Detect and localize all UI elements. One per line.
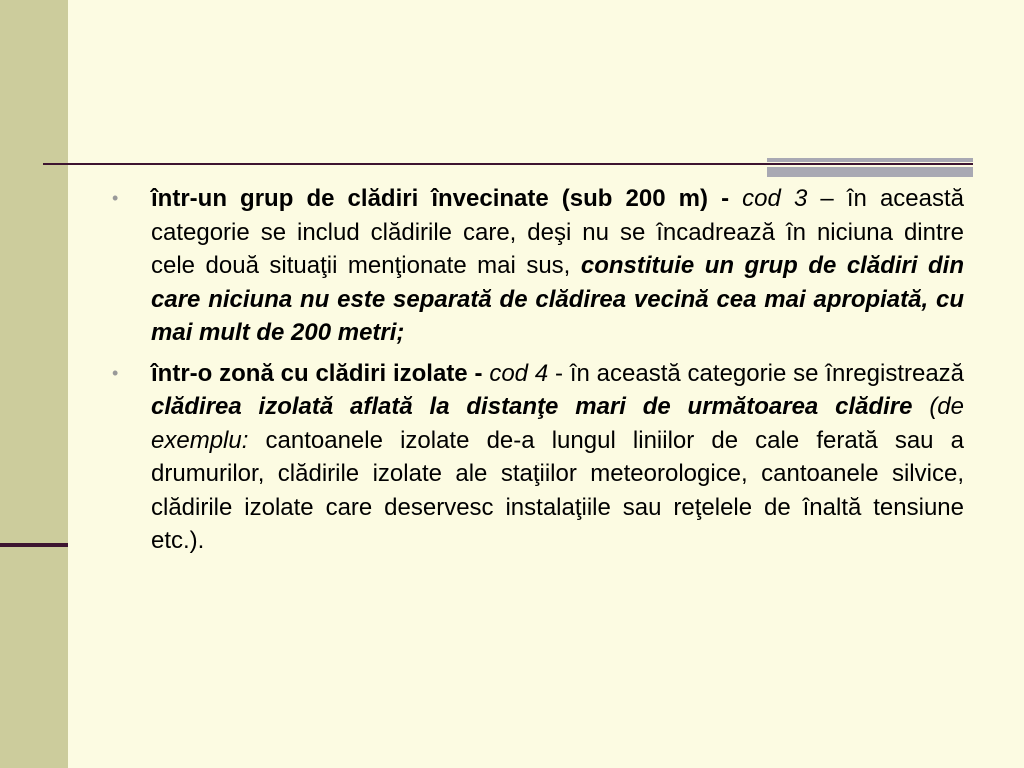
bottom-divider-line bbox=[0, 543, 68, 547]
bullet-code: cod 3 bbox=[742, 185, 808, 212]
slide-content bbox=[110, 182, 964, 565]
bullet-example-intro: (de exemplu: bbox=[151, 393, 964, 454]
bullet-lead: într-un grup de clădiri învecinate (sub 200 m) - bbox=[151, 185, 730, 212]
bullet-separator: - bbox=[555, 359, 564, 387]
bullet-tail: cantoanele izolate de-a lungul liniilor de cale ferată sau a drumurilor, clădirile izolate ale staţiilor meteorologice, cantoanele silvice, clădirile izolate care deservesc instalaţiile sau reţelele de înaltă tensiune etc.). bbox=[151, 426, 964, 554]
bullet-list bbox=[110, 182, 964, 558]
bullet-item-cod4 bbox=[110, 357, 964, 558]
bullet-icon: • bbox=[112, 362, 119, 383]
bullet-body: în această categorie se includ clădirile care, deşi nu se încadrează în niciuna dintre cele două situaţii menţionate mai sus, bbox=[151, 185, 965, 279]
bullet-body: în această categorie se înregistrează bbox=[569, 359, 965, 387]
bullet-icon: • bbox=[112, 188, 119, 208]
bullet-code: cod 4 bbox=[489, 359, 549, 387]
bullet-separator: – bbox=[820, 185, 834, 212]
left-decor-bar bbox=[0, 0, 68, 768]
grey-accent-bar bbox=[767, 158, 973, 178]
bullet-lead: într-o zonă cu clădiri izolate - bbox=[151, 359, 483, 387]
bullet-item-cod3 bbox=[110, 182, 964, 350]
bullet-emphasis: clădirea izolată aflată la distanţe mari de următoarea clădire bbox=[151, 393, 913, 420]
bullet-emphasis: constituie un grup de clădiri din care niciuna nu este separată de clădirea vecină cea mai apropiată, cu mai mult de 200 metri; bbox=[151, 252, 965, 346]
